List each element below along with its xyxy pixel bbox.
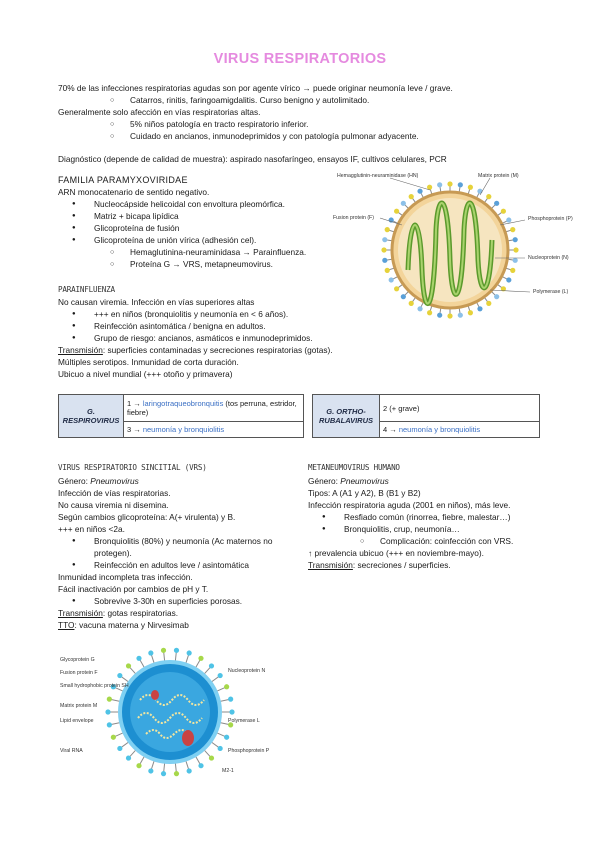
spike-head [501, 209, 506, 214]
spike-head [510, 268, 515, 273]
spike-head [218, 746, 223, 751]
spike-head [389, 277, 394, 282]
spike-head [117, 746, 122, 751]
diagnostico-line: Diagnóstico (depende de calidad de muestra): aspirado nasofaríngeo, ensayos IF, cultivos celulares, PCR [58, 154, 447, 164]
intro-sub-1: ○ Catarros, rinitis, faringoamigdalitis. Curso benigno y autolimitado. [130, 95, 369, 106]
respirovirus-row-1: 1 → laringotraqueobronquitis (tos perruna, estridor, fiebre) [124, 395, 304, 422]
spike-head [161, 648, 166, 653]
spike-head [486, 301, 491, 306]
spike-head [385, 227, 390, 232]
metap-line-1: Tipos: A (A1 y A2), B (B1 y B2) [308, 488, 421, 498]
spike-head [148, 650, 153, 655]
spike-head [107, 697, 112, 702]
respirovirus-table [58, 394, 304, 438]
spike-head [228, 697, 233, 702]
paramyxo-sub-2: ○ Proteína G → VRS, metapneumovirus. [130, 259, 273, 270]
spike-head [409, 194, 414, 199]
fig2-label-n: Nucleoprotein N [228, 668, 266, 674]
fig2-label-m2: M2-1 [222, 768, 234, 774]
metap-bullet-1: ● Resfiado común (rinorrea, fiebre, malestar…) [344, 512, 510, 523]
spike-head [161, 771, 166, 776]
spike-head [437, 182, 442, 187]
spike-head [486, 194, 491, 199]
vrs-line-5: Inmunidad incompleta tras infección. [58, 572, 193, 582]
fig2-label-m: Matrix protein M [60, 703, 98, 709]
spike-head [458, 182, 463, 187]
rubulavirus-head: G. ORTHO-RUBALAVIRUS [313, 395, 380, 438]
fig2-label-g: Glycoprotein G [60, 657, 95, 663]
rsv-protein-blob [151, 690, 159, 700]
rsv-interior [130, 672, 210, 752]
spike-head [209, 663, 214, 668]
fig1-label-matrix: Matrix protein (M) [478, 173, 519, 179]
spike-head [510, 227, 515, 232]
spike-head [381, 247, 386, 252]
spike-head [218, 673, 223, 678]
spike-head [174, 771, 179, 776]
respirovirus-row-2: 3 → neumonía y bronquiolitis [124, 422, 304, 438]
spike-head [382, 237, 387, 242]
spike-head [224, 684, 229, 689]
vrs-line-4: +++ en niños <2a. [58, 524, 125, 534]
paramyxo-bullet-4: ● Glicoproteína de unión vírica (adhesión cel). [94, 235, 256, 246]
parainfluenza-transmision: Transmisión: superficies contaminadas y secreciones respiratorias (gotas). [58, 345, 333, 355]
rubulavirus-table [312, 394, 540, 438]
fig1-label-hn: Hemagglutinin-neuraminidase (HN) [337, 173, 419, 179]
spike-head [224, 735, 229, 740]
spike-head [187, 768, 192, 773]
spike-head [117, 673, 122, 678]
parainfluenza-line-1: No causan viremia. Infección en vías superiores altas [58, 297, 255, 307]
spike-head [394, 286, 399, 291]
paramyxovirus-diagram [330, 170, 590, 320]
spike-head [382, 258, 387, 263]
spike-head [447, 181, 452, 186]
parainfluenza-line-2: Múltiples serotipos. Inmunidad de corta duración. [58, 357, 239, 367]
spike-head [513, 258, 518, 263]
vrs-heading: VIRUS RESPIRATORIO SINCITIAL (VRS) [58, 463, 207, 472]
spike-head [409, 301, 414, 306]
metap-line-3: ↑ prevalencia ubicuo (+++ en noviembre-mayo). [308, 548, 484, 558]
spike-head [385, 268, 390, 273]
parainfluenza-bullet-1: ● +++ en niños (bronquiolitis y neumonía en < 6 años). [94, 309, 288, 320]
spike-head [174, 648, 179, 653]
spike-head [477, 306, 482, 311]
spike-head [447, 313, 452, 318]
vrs-line-2: No causa viremia ni disemina. [58, 500, 169, 510]
rubulavirus-row-2: 4 → neumonía y bronquiolitis [380, 422, 540, 438]
spike-head [513, 247, 518, 252]
fig2-label-p: Phosphoprotein P [228, 748, 270, 754]
spike-head [209, 755, 214, 760]
spike-head [148, 768, 153, 773]
spike-head [198, 656, 203, 661]
vrs-tto: TTO: vacuna materna y Nirvesimab [58, 620, 189, 630]
spike-head [494, 201, 499, 206]
paramyxo-bullet-3: ● Glicoproteína de fusión [94, 223, 179, 234]
paramyxo-bullet-2: ● Matriz + bicapa lipídica [94, 211, 179, 222]
spike-head [513, 237, 518, 242]
spike-head [187, 650, 192, 655]
vrs-line-1: Infección de vías respiratorias. [58, 488, 171, 498]
metap-genero: Género: Pneumovirus [308, 476, 389, 486]
paramyxo-sub-1: ○ Hemaglutinina-neuraminidasa → Parainfluenza. [130, 247, 306, 258]
vrs-bullet-1: ● Bronquiolitis (80%) y neumonía (Ac maternos no [94, 536, 272, 547]
fig1-label-nucleo: Nucleoprotein (N) [528, 255, 569, 261]
spike-head [417, 306, 422, 311]
spike-head [468, 185, 473, 190]
spike-head [506, 277, 511, 282]
spike-head [458, 313, 463, 318]
fig1-label-poly: Polymerase (L) [533, 289, 569, 295]
spike-head [126, 663, 131, 668]
fig1-label-fusion: Fusion protein (F) [333, 215, 374, 221]
spike-head [494, 294, 499, 299]
metap-sub-1: ○ Complicación: coinfección con VRS. [380, 536, 513, 547]
intro-line-1: 70% de las infecciones respiratorias agudas son por agente vírico → puede originar neumonía leve / grave. [58, 83, 453, 93]
vrs-bullet-3: ● Sobrevive 3-30h en superficies porosas. [94, 596, 242, 607]
fig2-label-envelope: Lipid envelope [60, 718, 94, 724]
spike-head [477, 189, 482, 194]
vrs-line-6: Fácil inactivación por cambios de pH y T. [58, 584, 209, 594]
spike-head [437, 313, 442, 318]
vrs-line-3: Según cambios glicoproteína: A(+ virulenta) y B. [58, 512, 236, 522]
metapneumovirus-heading: METANEUMOVIRUS HUMANO [308, 463, 400, 472]
spike-head [229, 709, 234, 714]
vrs-bullet-1-cont: protegen). [94, 548, 132, 558]
spike-head [105, 709, 110, 714]
paramyxo-line-1: ARN monocatenario de sentido negativo. [58, 187, 210, 197]
intro-line-2: Generalmente solo afección en vías respiratorias altas. [58, 107, 261, 117]
spike-head [468, 310, 473, 315]
vrs-bullet-2: ● Reinfección en adultos leve / asintomática [94, 560, 249, 571]
parainfluenza-line-3: Ubicuo a nivel mundial (+++ otoño y primavera) [58, 369, 233, 379]
spike-head [111, 735, 116, 740]
paramyxo-heading: FAMILIA PARAMYXOVIRIDAE [58, 175, 188, 185]
spike-head [394, 209, 399, 214]
spike-head [401, 294, 406, 299]
spike-head [136, 763, 141, 768]
fig1-label-phospho: Phosphoprotein (P) [528, 216, 573, 222]
spike-head [107, 722, 112, 727]
spike-head [506, 217, 511, 222]
fig2-label-sh: Small hydrophobic protein SH [60, 683, 129, 689]
fig2-label-f: Fusion protein F [60, 670, 98, 676]
rsv-polymerase-blob [182, 730, 194, 746]
fig2-label-rna: Viral RNA [60, 748, 83, 754]
parainfluenza-bullet-3: ● Grupo de riesgo: ancianos, asmáticos e inmunodeprimidos. [94, 333, 313, 344]
rubulavirus-row-1: 2 (+ grave) [380, 395, 540, 422]
spike-head [401, 201, 406, 206]
spike-head [126, 755, 131, 760]
vrs-transmision: Transmisión: gotas respiratorias. [58, 608, 179, 618]
spike-head [417, 189, 422, 194]
intro-sub-3: ○ Cuidado en ancianos, inmunodeprimidos y con patología pulmonar adyacente. [130, 131, 419, 142]
fig2-label-l: Polymerase L [228, 718, 260, 724]
parainfluenza-heading: PARAINFLUENZA [58, 285, 115, 294]
parainfluenza-bullet-2: ● Reinfección asintomática / benigna en adultos. [94, 321, 266, 332]
spike-head [198, 763, 203, 768]
metap-transmision: Transmisión: secreciones / superficies. [308, 560, 451, 570]
paramyxo-bullet-1: ● Nucleocápside helicoidal con envoltura pleomórfica. [94, 199, 285, 210]
vrs-genero: Género: Pneumovirus [58, 476, 139, 486]
metap-bullet-2: ● Bronquiolitis, crup, neumonía… [344, 524, 460, 535]
metap-line-2: Infección respiratoria aguda (2001 en niños), más leve. [308, 500, 511, 510]
page-title: VIRUS RESPIRATORIOS [213, 51, 387, 67]
respirovirus-head: G. RESPIROVIRUS [59, 395, 124, 438]
intro-sub-2: ○ 5% niños patología en tracto respiratorio inferior. [130, 119, 308, 130]
spike-head [427, 310, 432, 315]
spike-head [136, 656, 141, 661]
